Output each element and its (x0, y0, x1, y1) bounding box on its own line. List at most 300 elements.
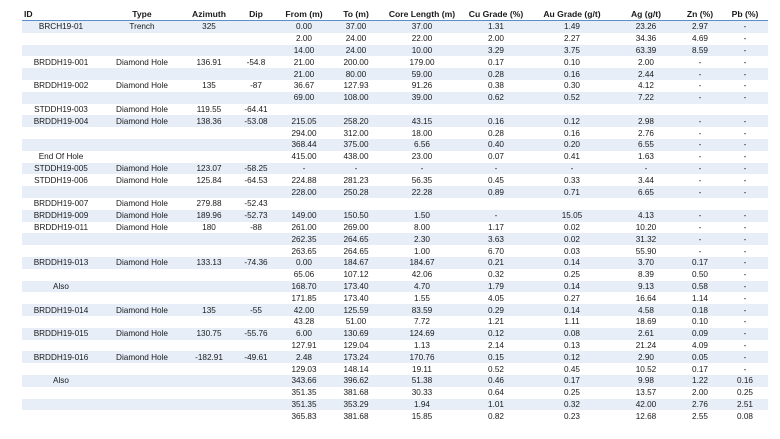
cell-id (22, 387, 100, 399)
drill-results-table (22, 8, 768, 422)
cell-cu-grade: 0.29 (462, 304, 530, 316)
cell-cu-grade: 0.15 (462, 351, 530, 363)
cell-pb: - (722, 210, 768, 222)
cell-azimuth: 130.75 (184, 328, 234, 340)
cell-azimuth: 119.55 (196, 104, 222, 114)
table-row (22, 127, 768, 139)
cell-dip: -64.53 (244, 175, 268, 185)
cell-to: 24.00 (330, 45, 382, 57)
cell-zn: 0.09 (678, 328, 722, 340)
cell-core-length (382, 104, 462, 116)
table-row (22, 80, 768, 92)
cell-zn: 0.50 (692, 270, 708, 280)
cell-core-length (382, 198, 462, 210)
cell-pb: 0.08 (737, 411, 753, 421)
cell-to (330, 104, 382, 116)
cell-cu-grade: 1.79 (462, 281, 530, 293)
cell-core-length: 1.94 (382, 399, 462, 411)
cell-cu-grade: - (462, 163, 530, 175)
cell-from: 36.67 (293, 81, 315, 91)
cell-from: 0.00 (278, 21, 330, 33)
cell-zn: 2.97 (678, 21, 722, 33)
cell-type: Diamond Hole (100, 210, 184, 222)
cell-to: 108.00 (330, 92, 382, 104)
cell-from: 129.03 (291, 364, 317, 374)
cell-to: 150.50 (330, 210, 382, 222)
cell-azimuth (184, 186, 234, 198)
cell-zn: - (698, 152, 702, 162)
cell-to: 438.00 (343, 152, 369, 162)
cell-au-grade: 0.12 (530, 351, 614, 363)
cell-au-grade: 0.12 (530, 115, 614, 127)
cell-zn: - (698, 128, 702, 138)
cell-zn: 1.22 (678, 375, 722, 387)
cell-type: Diamond Hole (100, 115, 184, 127)
header-row (22, 8, 768, 21)
cell-core-length: 6.56 (382, 139, 462, 151)
cell-dip: -55 (234, 304, 278, 316)
cell-from: 2.48 (278, 351, 330, 363)
cell-zn: - (678, 92, 722, 104)
cell-id (22, 340, 100, 352)
cell-au-grade: 0.03 (564, 246, 580, 256)
cell-au-grade: 0.52 (530, 92, 614, 104)
cell-type: Diamond Hole (100, 351, 184, 363)
cell-core-length: 2.30 (382, 233, 462, 245)
cell-zn: - (678, 139, 722, 151)
cell-from: 343.66 (278, 375, 330, 387)
cell-cu-grade: 0.62 (462, 92, 530, 104)
cell-to: 184.67 (330, 257, 382, 269)
cell-to: 173.40 (330, 281, 382, 293)
cell-dip: -54.8 (246, 57, 266, 67)
cell-core-length: 22.28 (382, 186, 462, 198)
cell-ag: 55.90 (635, 246, 657, 256)
cell-pb: - (722, 281, 768, 293)
cell-from: 262.35 (278, 233, 330, 245)
cell-id: End Of Hole (38, 152, 84, 162)
cell-to: 173.24 (330, 351, 382, 363)
cell-ag: 6.65 (614, 186, 678, 198)
cell-to: 250.28 (330, 186, 382, 198)
cell-ag: 4.13 (614, 210, 678, 222)
cell-cu-grade: 0.52 (488, 364, 504, 374)
cell-dip: -49.61 (234, 351, 278, 363)
table-row (22, 399, 768, 411)
cell-from: 263.65 (291, 246, 317, 256)
cell-type (100, 245, 184, 257)
cell-azimuth (184, 127, 234, 139)
cell-to: 148.14 (343, 364, 369, 374)
cell-pb: - (743, 57, 747, 67)
cell-from: 168.70 (278, 281, 330, 293)
cell-from (278, 198, 330, 210)
cell-id (22, 233, 100, 245)
cell-pb: - (743, 81, 747, 91)
cell-pb: - (743, 293, 747, 303)
cell-au-grade: - (530, 163, 614, 175)
cell-type: Diamond Hole (116, 104, 168, 114)
cell-id: Also (22, 375, 100, 387)
cell-from: 224.88 (291, 175, 317, 185)
cell-ag: 6.55 (614, 139, 678, 151)
cell-from: 215.05 (278, 115, 330, 127)
table-row (22, 104, 768, 116)
table-row (22, 363, 768, 375)
cell-zn: 0.17 (678, 257, 722, 269)
cell-id (22, 292, 100, 304)
cell-azimuth (184, 33, 234, 45)
cell-core-length: 184.67 (382, 257, 462, 269)
cell-dip (234, 245, 278, 257)
cell-azimuth: 138.36 (184, 115, 234, 127)
table-row (22, 151, 768, 163)
cell-pb: - (743, 34, 747, 44)
cell-dip (234, 340, 278, 352)
cell-dip: -64.41 (244, 104, 268, 114)
cell-type (100, 375, 184, 387)
cell-pb: 2.51 (722, 399, 768, 411)
cell-id (22, 399, 100, 411)
cell-id: STDDH19-003 (34, 104, 88, 114)
cell-type (100, 45, 184, 57)
cell-dip (234, 127, 278, 139)
cell-ag: 23.26 (614, 21, 678, 33)
cell-id: BRDDH19-001 (33, 57, 89, 67)
cell-from: 21.00 (278, 68, 330, 80)
cell-dip: -74.36 (234, 257, 278, 269)
cell-id: BRCH19-01 (22, 21, 100, 33)
cell-au-grade (530, 104, 614, 116)
cell-pb: - (722, 139, 768, 151)
cell-pb: - (743, 222, 747, 232)
cell-pb: - (722, 45, 768, 57)
cell-ag: 13.57 (635, 388, 657, 398)
cell-core-length: 1.00 (414, 246, 430, 256)
cell-azimuth: 135 (202, 81, 216, 91)
cell-from: 14.00 (278, 45, 330, 57)
cell-dip (234, 410, 278, 422)
cell-pb: - (722, 304, 768, 316)
cell-to: 24.00 (345, 34, 367, 44)
cell-ag: 7.22 (614, 92, 678, 104)
cell-au-grade: 3.75 (530, 45, 614, 57)
cell-to: 173.40 (343, 293, 369, 303)
cell-from: 6.00 (278, 328, 330, 340)
cell-from: - (278, 163, 330, 175)
cell-au-grade: 0.02 (564, 222, 580, 232)
cell-zn: 1.14 (692, 293, 708, 303)
cell-azimuth: 125.84 (196, 175, 222, 185)
cell-azimuth: 189.96 (184, 210, 234, 222)
cell-ag: 3.44 (638, 175, 654, 185)
table-row (22, 115, 768, 127)
cell-zn: - (678, 186, 722, 198)
cell-au-grade: 0.14 (530, 257, 614, 269)
cell-azimuth (184, 340, 234, 352)
cell-cu-grade: 0.28 (488, 128, 504, 138)
cell-azimuth: 279.88 (196, 199, 222, 209)
column-header-type: Type (100, 8, 184, 21)
cell-to: 130.69 (330, 328, 382, 340)
cell-to: 80.00 (330, 68, 382, 80)
cell-dip (234, 363, 278, 375)
cell-id (22, 245, 100, 257)
cell-core-length: 91.26 (411, 81, 433, 91)
cell-from: 228.00 (278, 186, 330, 198)
cell-id: BRDDH19-015 (22, 328, 100, 340)
cell-zn: - (698, 222, 702, 232)
cell-id: BRDDH19-011 (34, 222, 88, 232)
cell-dip (234, 21, 278, 33)
cell-azimuth (184, 410, 234, 422)
table-row (22, 281, 768, 293)
table-row (22, 198, 768, 210)
cell-zn (678, 104, 722, 116)
cell-ag: 42.00 (614, 399, 678, 411)
cell-core-length: 170.76 (382, 351, 462, 363)
cell-zn: - (698, 246, 702, 256)
cell-cu-grade: 1.21 (488, 317, 504, 327)
table-row (22, 163, 768, 175)
table-row (22, 316, 768, 328)
cell-zn: - (678, 68, 722, 80)
cell-core-length: 1.55 (414, 293, 430, 303)
cell-id (22, 186, 100, 198)
table-row (22, 210, 768, 222)
cell-cu-grade: 2.14 (488, 340, 504, 350)
cell-type (100, 151, 184, 163)
cell-pb (722, 198, 768, 210)
cell-cu-grade: 2.00 (488, 34, 504, 44)
cell-cu-grade: 0.12 (462, 328, 530, 340)
cell-core-length: 124.69 (382, 328, 462, 340)
table-row (22, 292, 768, 304)
cell-cu-grade: 0.64 (488, 388, 504, 398)
cell-from: 365.83 (291, 411, 317, 421)
column-header-to: To (m) (330, 8, 382, 21)
table-row (22, 351, 768, 363)
cell-dip: -88 (250, 222, 262, 232)
cell-id (22, 410, 100, 422)
cell-pb: - (722, 92, 768, 104)
cell-core-length: 23.00 (411, 152, 433, 162)
cell-to: 381.68 (343, 388, 369, 398)
cell-au-grade: 0.23 (564, 411, 580, 421)
table-row (22, 174, 768, 186)
cell-zn: 0.10 (692, 317, 708, 327)
cell-ag: 34.36 (635, 34, 657, 44)
cell-dip (234, 68, 278, 80)
cell-ag: 2.90 (614, 351, 678, 363)
cell-pb: - (722, 257, 768, 269)
column-header-au-grade: Au Grade (g/t) (530, 8, 614, 21)
cell-id (22, 45, 100, 57)
cell-zn: 8.59 (678, 45, 722, 57)
cell-pb: 0.16 (722, 375, 768, 387)
cell-type (100, 33, 184, 45)
table-row (22, 186, 768, 198)
cell-ag: 4.58 (614, 304, 678, 316)
cell-cu-grade: 4.05 (488, 293, 504, 303)
cell-cu-grade: 0.17 (488, 57, 504, 67)
cell-zn: 0.17 (692, 364, 708, 374)
cell-cu-grade: 0.46 (462, 375, 530, 387)
cell-type: Diamond Hole (100, 328, 184, 340)
cell-id: BRDDH19-002 (33, 81, 89, 91)
cell-azimuth: 180 (202, 222, 216, 232)
cell-type (100, 68, 184, 80)
cell-au-grade: 0.25 (564, 388, 580, 398)
cell-to: 129.04 (343, 340, 369, 350)
cell-to: 269.00 (343, 222, 369, 232)
cell-cu-grade: 0.38 (488, 81, 504, 91)
cell-type (100, 316, 184, 328)
cell-id (22, 363, 100, 375)
cell-from: 43.28 (293, 317, 315, 327)
cell-type: Diamond Hole (116, 199, 168, 209)
cell-cu-grade: 1.01 (462, 399, 530, 411)
cell-cu-grade: 0.45 (488, 175, 504, 185)
cell-zn: 2.00 (692, 388, 708, 398)
cell-type: Diamond Hole (116, 57, 168, 67)
cell-au-grade: 0.08 (530, 328, 614, 340)
cell-ag: 18.69 (635, 317, 657, 327)
cell-id: BRDDH19-013 (22, 257, 100, 269)
cell-pb: - (743, 364, 747, 374)
cell-core-length: 37.00 (382, 21, 462, 33)
cell-core-length: 42.06 (411, 270, 433, 280)
cell-to: 312.00 (343, 128, 369, 138)
cell-cu-grade: - (462, 210, 530, 222)
cell-core-length: 30.33 (411, 388, 433, 398)
table-row (22, 340, 768, 352)
column-header-dip: Dip (234, 8, 278, 21)
cell-id (22, 269, 100, 281)
cell-zn: 4.69 (692, 34, 708, 44)
cell-azimuth: 135 (184, 304, 234, 316)
cell-id: BRDDH19-016 (22, 351, 100, 363)
cell-type: Diamond Hole (116, 222, 168, 232)
cell-dip: -58.25 (234, 163, 278, 175)
cell-azimuth (184, 292, 234, 304)
cell-pb: - (743, 317, 747, 327)
cell-au-grade: 0.14 (530, 281, 614, 293)
table-row (22, 304, 768, 316)
table-row (22, 139, 768, 151)
table-row (22, 222, 768, 234)
cell-cu-grade: 6.70 (488, 246, 504, 256)
cell-zn: 2.55 (692, 411, 708, 421)
cell-pb: 0.25 (737, 388, 753, 398)
cell-core-length: - (382, 163, 462, 175)
cell-id: BRDDH19-004 (22, 115, 100, 127)
cell-core-length: 179.00 (409, 57, 435, 67)
cell-id (22, 139, 100, 151)
cell-id (22, 68, 100, 80)
table-row (22, 257, 768, 269)
cell-id: Also (22, 281, 100, 293)
cell-ag: 3.70 (614, 257, 678, 269)
cell-from: 261.00 (291, 222, 317, 232)
cell-azimuth (184, 316, 234, 328)
cell-pb: - (743, 270, 747, 280)
cell-core-length: 15.85 (411, 411, 433, 421)
cell-dip (234, 387, 278, 399)
cell-ag: 1.63 (638, 152, 654, 162)
cell-pb: - (743, 128, 747, 138)
cell-to: 281.23 (343, 175, 369, 185)
cell-au-grade: 0.20 (530, 139, 614, 151)
table-row (22, 21, 768, 33)
cell-ag: - (614, 163, 678, 175)
cell-core-length: 8.00 (414, 222, 430, 232)
cell-pb: - (722, 115, 768, 127)
cell-type (100, 186, 184, 198)
cell-id: STDDH19-005 (22, 163, 100, 175)
cell-zn: - (678, 210, 722, 222)
cell-type (100, 233, 184, 245)
column-header-core-length: Core Length (m) (382, 8, 462, 21)
cell-dip (234, 281, 278, 293)
cell-cu-grade: 1.17 (488, 222, 504, 232)
cell-id: BRDDH19-009 (22, 210, 100, 222)
cell-azimuth (184, 375, 234, 387)
cell-id (22, 127, 100, 139)
cell-from: 127.91 (291, 340, 317, 350)
cell-azimuth (184, 399, 234, 411)
cell-azimuth (184, 245, 234, 257)
cell-au-grade: 0.33 (564, 175, 580, 185)
cell-dip (234, 269, 278, 281)
column-header-zn: Zn (%) (678, 8, 722, 21)
cell-ag (614, 104, 678, 116)
cell-au-grade: 1.11 (564, 317, 580, 327)
cell-cu-grade: 0.16 (462, 115, 530, 127)
cell-ag: 2.61 (614, 328, 678, 340)
cell-dip: -52.73 (234, 210, 278, 222)
table-row (22, 387, 768, 399)
column-header-from: From (m) (278, 8, 330, 21)
cell-core-length: 83.59 (382, 304, 462, 316)
cell-cu-grade: 0.82 (488, 411, 504, 421)
cell-type: Diamond Hole (116, 175, 168, 185)
cell-to: 37.00 (330, 21, 382, 33)
cell-type: Diamond Hole (100, 163, 184, 175)
cell-cu-grade: 3.29 (462, 45, 530, 57)
cell-id: BRDDH19-007 (33, 199, 89, 209)
cell-from: 149.00 (278, 210, 330, 222)
cell-type: Trench (100, 21, 184, 33)
cell-type (100, 292, 184, 304)
cell-type (100, 269, 184, 281)
cell-core-length: 56.35 (411, 175, 433, 185)
cell-zn (678, 198, 722, 210)
cell-au-grade: 1.49 (530, 21, 614, 33)
cell-azimuth (184, 281, 234, 293)
column-header-cu-grade: Cu Grade (%) (462, 8, 530, 21)
table-row (22, 56, 768, 68)
cell-au-grade: 0.16 (564, 128, 580, 138)
cell-to: 258.20 (330, 115, 382, 127)
cell-zn: 0.58 (678, 281, 722, 293)
cell-ag: 2.76 (638, 128, 654, 138)
cell-cu-grade (462, 198, 530, 210)
cell-cu-grade (462, 104, 530, 116)
table-row (22, 245, 768, 257)
cell-to: - (330, 163, 382, 175)
cell-from: 415.00 (291, 152, 317, 162)
